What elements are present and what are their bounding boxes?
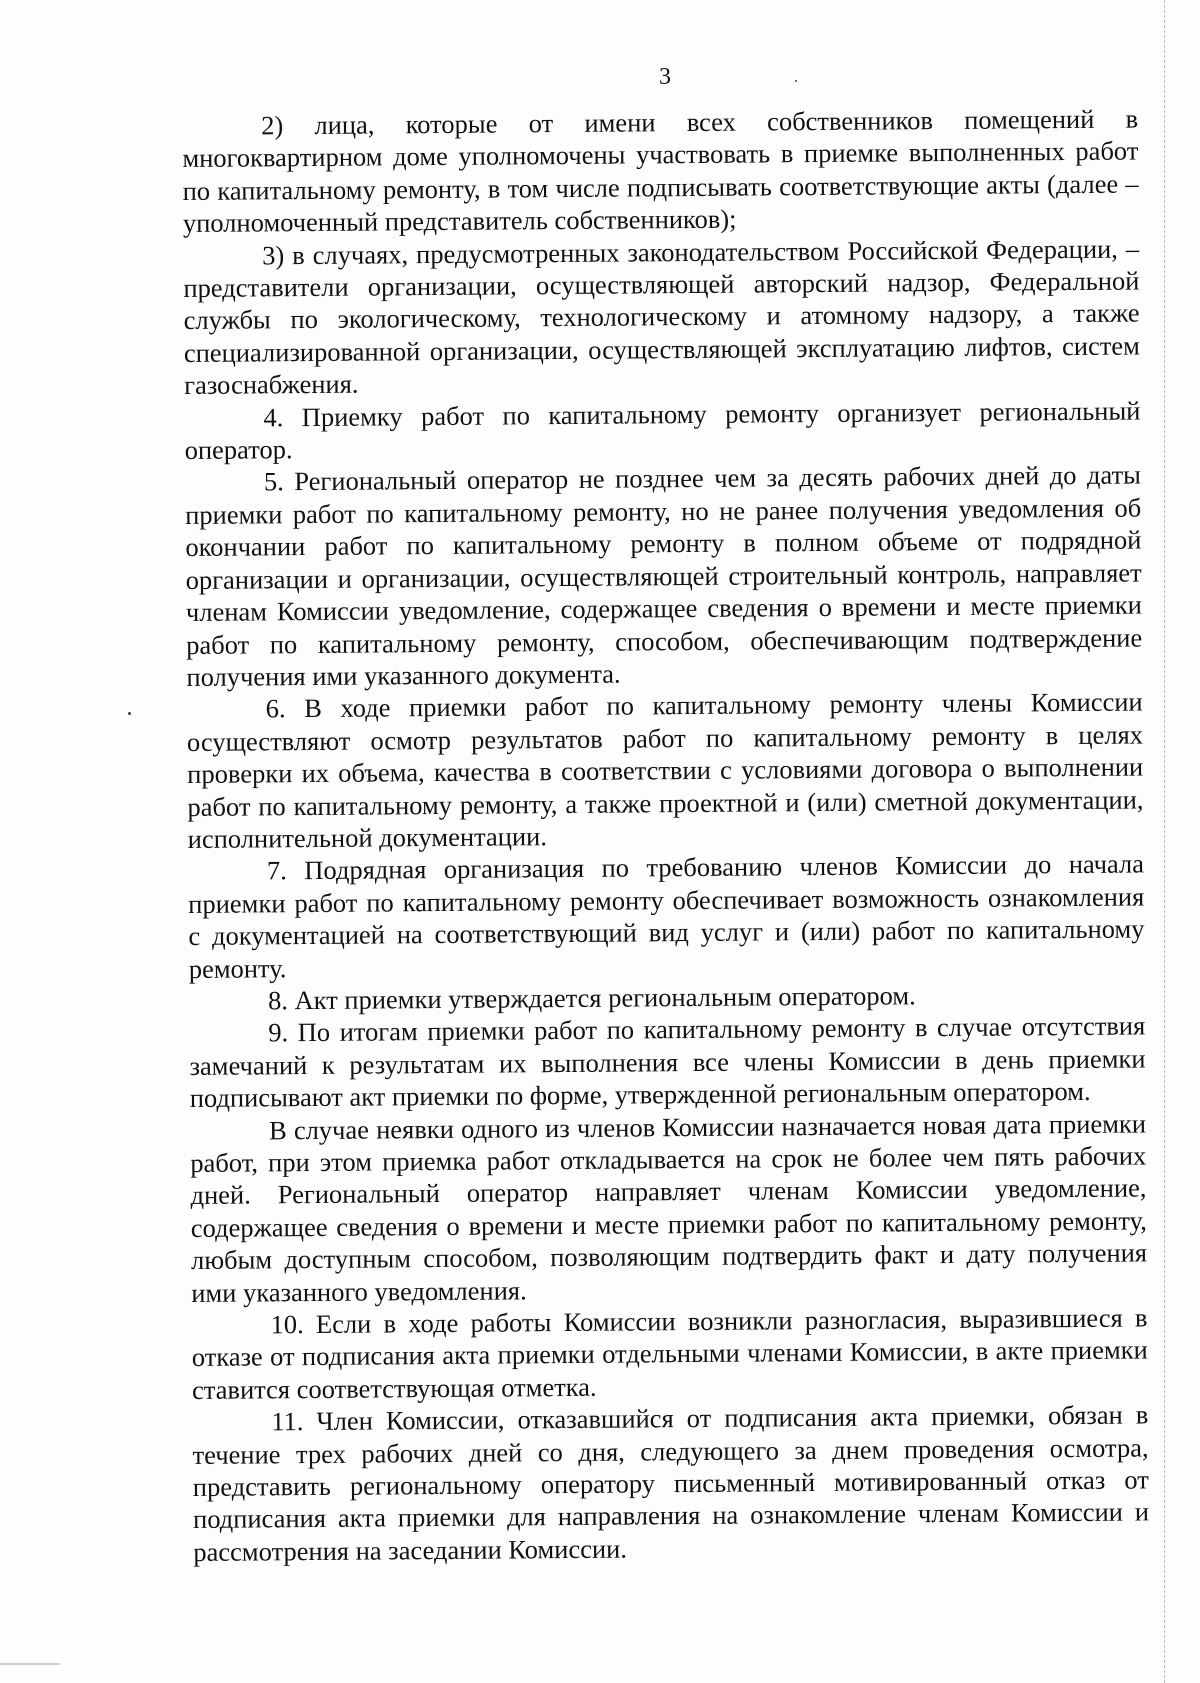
scan-edge-line [1164,0,1165,1683]
paragraph-item-4: 4. Приемку работ по капитальному ремонту организует региональный оператор. [184,395,1141,466]
paragraph-item-9-continuation: В случае неявки одного из членов Комиссии назначается новая дата приемки работ, при этом приемка работ откладывается на срок не более чем пять рабочих дней. Региональный оператор направляет членам Комиссии уведомление, содержащее сведения о времени и месте приемки работ по капитальному ремонту, любым доступным способом, позволяющим подтвердить факт и дату получения ими указанного уведомления. [190,1108,1148,1308]
paragraph-item-9: 9. По итогам приемки работ по капитальному ремонту в случае отсутствия замечаний к результатам их выполнения все члены Комиссии в день приемки подписывают акт приемки по форме, утвержденной региональным оператором. [189,1010,1146,1114]
paragraph-3-supervisory-representatives: 3) в случаях, предусмотренных законодательством Российской Федерации, – представители организации, осуществляющей авторский надзор, Федеральной службы по экологическому, технологическому и атомному надзору, а также специализированной организации, осуществляющей эксплуатацию лифтов, систем газоснабжения. [183,233,1140,401]
page-number: 3 [659,64,671,90]
paragraph-item-7: 7. Подрядная организация по требованию членов Комиссии до начала приемки работ по капитальному ремонту обеспечивает возможность ознакомления с документацией на соответствующий вид услуг и (или) работ по капитальному ремонту. [188,848,1145,984]
paragraph-item-8: 8. Акт приемки утверждается региональным оператором. [267,980,916,1016]
paragraph-item-11: 11. Член Комиссии, отказавшийся от подписания акта приемки, обязан в течение трех рабочих дней со дня, следующего за днем проведения осмотра, представить региональному оператору письменный мотивированный отказ от подписания акта приемки для направления на ознакомление членам Комиссии и рассмотрения на заседании Комиссии. [192,1399,1150,1567]
scan-speck [128,712,131,715]
document-body [182,102,1149,1568]
scan-bottom-mark [0,1663,60,1665]
paragraph-2-owner-representatives: 2) лица, которые от имени всех собственников помещений в многоквартирном доме уполномочены участвовать в приемке выполненных работ по капитальному ремонту, в том числе подписывать соответствующие акты (далее – уполномоченный представитель собственников); [182,103,1139,239]
scan-speck [795,80,797,82]
paragraph-item-6: 6. В ходе приемки работ по капитальному ремонту члены Комиссии осуществляют осмотр результатов работ по капитальному ремонту в целях проверки их объема, качества в соответствии с условиями договора о выполнении работ по капитальному ремонту, а также проектной и (или) сметной документации, исполнительной документации. [186,686,1144,854]
paragraph-item-5: 5. Региональный оператор не позднее чем за десять рабочих дней до даты приемки работ по капитальному ремонту, но не ранее получения уведомления об окончании работ по капитальному ремонту в полном объеме от подрядной организации и организации, осуществляющей строительный контроль, направляет членам Комиссии уведомление, содержащее сведения о времени и месте приемки работ по капитальному ремонту, способом, обеспечивающим подтверждение получения ими указанного документа. [185,459,1143,692]
paragraph-item-10: 10. Если в ходе работы Комиссии возникли разногласия, выразившиеся в отказе от подписания акта приемки отдельными членами Комиссии, в акте приемки ставится соответствующая отметка. [191,1302,1148,1405]
